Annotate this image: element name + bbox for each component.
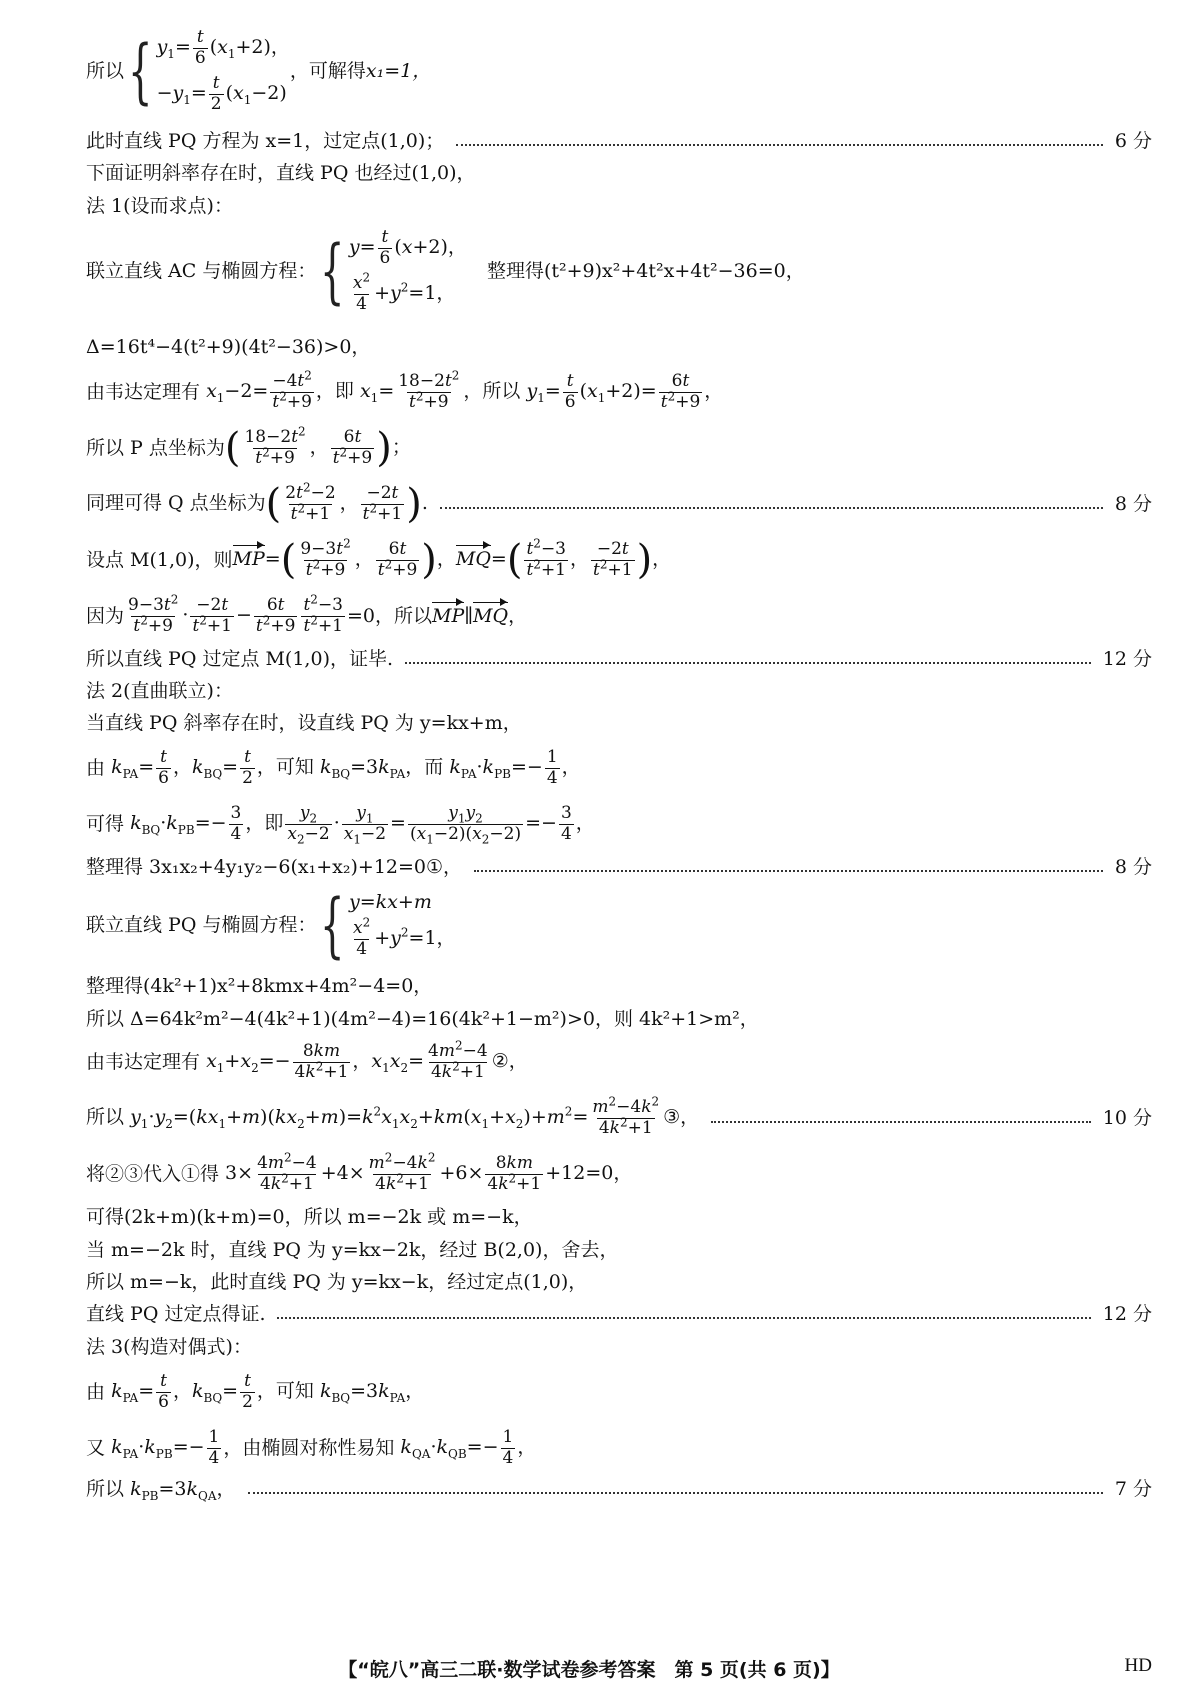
score-label: 12 分 [1102, 1303, 1152, 1325]
score-row-8b: 整理得 3x₁x₂+4y₁y₂−6(x₁+x₂)+12=0①， 8 分 [86, 856, 1152, 878]
vectors-mp-mq: 设点 M(1,0)，则 MP=( $\frac{9-3t^2}{t^2+9}$ ， $\frac{6t}{t^2+9}$ )，MQ=( $\frac{t^2-3}{t^2+1}$ ， $\frac{-2t}{t^2+1}$ )， [86, 536, 672, 584]
score-row-8a: 同理可得 Q 点坐标为( $\frac{2t^2-2}{t^2+1}$ ， $\frac{-2t}{t^2+1}$ ). 8 分 [86, 480, 1152, 528]
score-row-10: 所以 $y_1\cdot y_2=(kx_1+m)(kx_2+m)=k^2x_1x_2+km(x_1+x_2)+m^2=$ $\frac{m^2-4k^2}{4k^2+1}$ ③， 10 分 [86, 1094, 1152, 1138]
score-label: 12 分 [1102, 648, 1152, 670]
page-footer [86, 1655, 1152, 1685]
score-row-7: 所以 $k_{PB}=3k_{QA}$， 7 分 [86, 1478, 1152, 1503]
footer-code: HD [1124, 1655, 1152, 1676]
score-label: 6 分 [1114, 130, 1152, 152]
score-label: 7 分 [1114, 1478, 1152, 1500]
system-pq: 联立直线 PQ 与椭圆方程： { y=kx+m $\frac{x^2}{4}$ $+y^2=1$， [86, 884, 456, 966]
parallel-check: 因为 $\frac{9-3t^2}{t^2+9}$ · $\frac{-2t}{t^2+1}$ − $\frac{6t}{t^2+9}$ $\frac{t^2-3}{t^2+1}$ =0，所以 MP∥MQ， [86, 592, 528, 636]
system-y1: 所以 { $y_1=$ $\frac{t}{6}$ $(x_1+2)$， $-y_1=$ $\frac{t}{2}$ $(x_1-2)$ ，可解得 x₁=1， [86, 27, 432, 114]
footer-title: 【“皖八”高三二联·数学试卷参考答案 第 5 页(共 6 页)】 [338, 1659, 840, 1681]
score-row-12b: 直线 PQ 过定点得证. 12 分 [86, 1303, 1152, 1325]
slope-product: 可得 $k_{BQ}\cdot k_{PB}=-$ $\frac{3}{4}$ ，即 $\frac{y_2}{x_2-2}$ · $\frac{y_1}{x_1-2}$ = $\frac{y_1y_2}{(x_1-2)(x_2-2)}$ =− $\frac{3}{4}$ ， [86, 803, 595, 846]
score-label: 8 分 [1114, 856, 1152, 878]
method-3-heading: 法 3(构造对偶式)： [86, 1336, 252, 1358]
answer-page: 所以 { $y_1=$ $\frac{t}{6}$ $(x_1+2)$， $-y_1=$ $\frac{t}{2}$ $(x_1-2)$ ，可解得 x₁=1， 此时直线 PQ 方程为 x=1，过定点(1,0)； 6 分 下面证明斜率存在时，直线 PQ 也经过(1,0)， 法 1(设而求点)： 联立直线 AC 与椭圆方程： { y= $\frac{t}{6}$ (x+2)， $\frac{x^2}{4}$ $+y^2=1$， 整理得(t²+9)x²+4t²x+4t²−36=0， Δ=16t⁴−4(t²+9)(4t²−36)>0， 由韦达定理有 $x_1-2=$ $\frac{-4t^2}{t^2+9}$ ，即 $x_1=$ $\frac{18-2t^2}{t^2+9}$ ，所以 $y_1=$ $\frac{t}{6}$ $(x_1+2)=$ $\frac{6t}{t^2+9}$ ， 所以 P 点坐标为 ( $\frac{18-2t^2}{t^2+9}$ ， $\frac{6t}{t^2+9}$ )； 同理可得 Q 点坐标为( $\frac{2t^2-2}{t^2+1}$ ， $\frac{-2t}{t^2+1}$ ). 8 分 设点 M(1,0)，则 MP=( $\frac{9-3t^2}{t^2+9}$ ， $\frac{6t}{t^2+9}$ )，MQ=( $\frac{t^2-3}{t^2+1}$ ， $\frac{-2t}{t^2+1}$ )， 因为 $\frac{9-3t^2}{t^2+9}$ · $\frac{-2t}{t^2+1}$ − $\frac{6t}{t^2+9}$ $\frac{t^2-3}{t^2+1}$ =0，所以 MP∥MQ， 所以直线 PQ 过定点 M(1,0)，证毕. 12 分 法 2(直曲联立)： 当直线 PQ 斜率存在时，设直线 PQ 为 y=kx+m， 由 $k_{PA}=$ $\frac{t}{6}$ ，$k_{BQ}=$ $\frac{t}{2}$ ，可知 $k_{BQ}=3k_{PA}$，而 $k_{PA}\cdot k_{PB}=-$ $\frac{1}{4}$ ， 可得 $k_{BQ}\cdot k_{PB}=-$ $\frac{3}{4}$ ，即 $\frac{y_2}{x_2-2}$ · $\frac{y_1}{x_1-2}$ = $\frac{y_1y_2}{(x_1-2)(x_2-2)}$ =− $\frac{3}{4}$ ， 整理得 3x₁x₂+4y₁y₂−6(x₁+x₂)+12=0①， 8 分 联立直线 PQ 与椭圆方程： { y=kx+m $\frac{x^2}{4}$ $+y^2=1$， 整理得(4k²+1)x²+8kmx+4m²−4=0， 所以 Δ=64k²m²−4(4k²+1)(4m²−4)=16(4k²+1−m²)>0，则 4k²+1>m²， 由韦达定理有 $x_1+x_2=-$ $\frac{8km}{4k^2+1}$ ，$x_1x_2=$ $\frac{4m^2-4}{4k^2+1}$ ②， 所以 $y_1\cdot y_2=(kx_1+m)(kx_2+m)=k^2x_1x_2+km(x_1+x_2)+m^2=$ $\frac{m^2-4k^2}{4k^2+1}$ ③， 10 分 将②③代入①得 3× $\frac{4m^2-4}{4k^2+1}$ +4× $\frac{m^2-4k^2}{4k^2+1}$ +6× $\frac{8km}{4k^2+1}$ +12=0， 可得(2k+m)(k+m)=0，所以 m=−2k 或 m=−k， 当 m=−2k 时，直线 PQ 为 y=kx−2k，经过 B(2,0)，舍去， 所以 m=−k，此时直线 PQ 为 y=kx−k，经过定点(1,0)， 直线 PQ 过定点得证. 12 分 法 3(构造对偶式)： 由 $k_{PA}=$ $\frac{t}{6}$ ，$k_{BQ}=$ $\frac{t}{2}$ ，可知 $k_{BQ}=3k_{PA}$， 又 $k_{PA}\cdot k_{PB}=-$ $\frac{1}{4}$ ，由椭圆对称性易知 $k_{QA}\cdot k_{QB}=-$ $\frac{1}{4}$ ， 所以 $k_{PB}=3k_{QA}$， 7 分 【“皖八”高三二联·数学试卷参考答案 第 5 页(共 6 页)】 HD [86, 0, 1152, 1706]
method-2-heading: 法 2(直曲联立)： [86, 680, 233, 702]
vieta-line-1: 由韦达定理有 $x_1-2=$ $\frac{-4t^2}{t^2+9}$ ，即 $x_1=$ $\frac{18-2t^2}{t^2+9}$ ，所以 $y_1=$ $\frac{t}{6}$ $(x_1+2)=$ $\frac{6t}{t^2+9}$ ， [86, 368, 724, 412]
system-ac: 联立直线 AC 与椭圆方程： { y= $\frac{t}{6}$ (x+2)， $\frac{x^2}{4}$ $+y^2=1$， 整理得(t²+9)x²+4t²x+4t²−36=0， [86, 227, 805, 314]
method-1-heading: 法 1(设而求点)： [86, 195, 233, 217]
score-row-6: 此时直线 PQ 方程为 x=1，过定点(1,0)； 6 分 [86, 130, 1152, 152]
symmetry-line: 又 $k_{PA}\cdot k_{PB}=-$ $\frac{1}{4}$ ，由椭圆对称性易知 $k_{QA}\cdot k_{QB}=-$ $\frac{1}{4}$ ， [86, 1427, 537, 1468]
p-coordinates: 所以 P 点坐标为 ( $\frac{18-2t^2}{t^2+9}$ ， $\frac{6t}{t^2+9}$ )； [86, 424, 411, 472]
vieta-line-2: 由韦达定理有 $x_1+x_2=-$ $\frac{8km}{4k^2+1}$ ，$x_1x_2=$ $\frac{4m^2-4}{4k^2+1}$ ②， [86, 1038, 528, 1082]
slope-relations: 由 $k_{PA}=$ $\frac{t}{6}$ ，$k_{BQ}=$ $\frac{t}{2}$ ，可知 $k_{BQ}=3k_{PA}$，而 $k_{PA}\cdot k_{PB}=-$ $\frac{1}{4}$ ， [86, 747, 581, 788]
slope-relations-3: 由 $k_{PA}=$ $\frac{t}{6}$ ，$k_{BQ}=$ $\frac{t}{2}$ ，可知 $k_{BQ}=3k_{PA}$， [86, 1371, 425, 1412]
score-label: 10 分 [1102, 1106, 1152, 1129]
score-label: 8 分 [1114, 492, 1152, 515]
score-row-12a: 所以直线 PQ 过定点 M(1,0)，证毕. 12 分 [86, 648, 1152, 670]
substitution: 将②③代入①得 3× $\frac{4m^2-4}{4k^2+1}$ +4× $\frac{m^2-4k^2}{4k^2+1}$ +6× $\frac{8km}{4k^2+1}$ +12=0， [86, 1150, 633, 1194]
